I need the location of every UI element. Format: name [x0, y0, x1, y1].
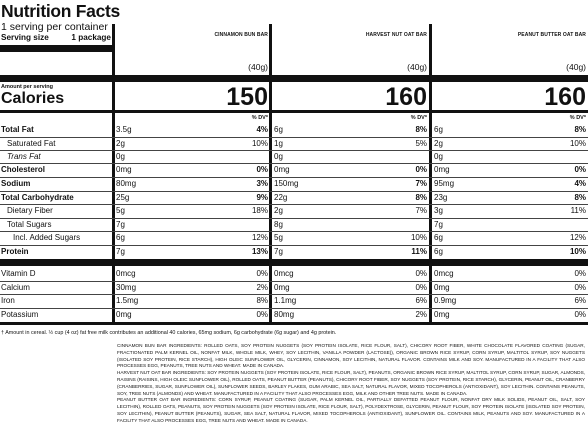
nutrient-amount: 23g	[434, 193, 448, 202]
calories-value: 160	[385, 83, 427, 111]
nutrient-amount: 0.9mg	[434, 296, 457, 305]
nutrient-dv: 18%	[251, 206, 268, 215]
nutrient-amount: 6g	[116, 233, 125, 242]
nutrient-label: Trans Fat	[7, 152, 41, 161]
nutrient-label: Incl. Added Sugars	[13, 233, 81, 242]
nutrient-amount: 22g	[274, 193, 288, 202]
calories-value: 150	[226, 83, 268, 111]
serving-size-label: Serving size	[1, 33, 49, 42]
calories-label: Calories	[1, 90, 65, 107]
nutrient-amount: 0mg	[434, 165, 450, 174]
nutrient-dv: 0%	[574, 165, 586, 174]
nutrient-label: Protein	[1, 247, 29, 256]
nutrient-amount: 3.5g	[116, 125, 132, 134]
nutrient-amount: 6g	[434, 247, 443, 256]
nutrient-dv: 7%	[415, 206, 427, 215]
nutrient-dv: 6%	[415, 296, 427, 305]
nutrient-amount: 95mg	[434, 179, 455, 188]
calories-top-rule	[0, 75, 588, 82]
nutrient-amount: 1g	[274, 139, 283, 148]
nutrient-amount: 7g	[274, 247, 283, 256]
nutrient-dv: 0%	[574, 283, 586, 292]
nutrient-amount: 7g	[116, 220, 125, 229]
nutrient-dv: 0%	[415, 283, 427, 292]
nutrient-amount: 80mg	[116, 179, 137, 188]
nutrient-amount: 1.5mg	[116, 296, 139, 305]
nutrient-dv: 4%	[574, 179, 586, 188]
nutrient-amount: 5g	[274, 233, 283, 242]
nutrient-dv: 3%	[256, 179, 268, 188]
nutrient-dv: 6%	[574, 296, 586, 305]
amount-per-serving: Amount per serving	[1, 84, 53, 90]
nutrient-amount: 0mg	[434, 283, 450, 292]
nutrient-amount: 2g	[116, 139, 125, 148]
nutrient-dv: 0%	[256, 310, 268, 319]
calories-value: 160	[544, 83, 586, 111]
nutrient-dv: 12%	[251, 233, 268, 242]
nutrient-label: Sodium	[1, 179, 31, 188]
nutrient-amount: 30mg	[116, 283, 137, 292]
nutrient-amount: 2g	[274, 206, 283, 215]
nutrient-amount: 8g	[274, 220, 283, 229]
nutrient-dv: 8%	[256, 296, 268, 305]
nutrient-dv: 0%	[574, 310, 586, 319]
nutrient-dv: 0%	[415, 269, 427, 278]
nutrient-amount: 0mg	[274, 283, 290, 292]
product-name: CINNAMON BUN BAR	[214, 32, 268, 38]
nutrient-amount: 0mg	[274, 165, 290, 174]
row-divider	[0, 150, 588, 151]
nutrient-amount: 6g	[434, 125, 443, 134]
nutrient-amount: 6g	[434, 233, 443, 242]
nutrient-amount: 80mg	[274, 310, 295, 319]
nutrient-dv: 10%	[569, 139, 586, 148]
nutrient-dv: 10%	[569, 247, 586, 256]
product-serving-size: (40g)	[407, 62, 427, 72]
nutrient-label: Dietary Fiber	[7, 206, 53, 215]
nutrient-amount: 150mg	[274, 179, 299, 188]
nutrient-dv: 11%	[570, 206, 586, 215]
nutrient-amount: 0mg	[434, 310, 450, 319]
table-bottom-rule	[0, 322, 588, 325]
nutrient-label: Total Fat	[1, 125, 34, 134]
nutrient-dv: 0%	[256, 269, 268, 278]
row-divider	[0, 218, 588, 219]
nutrient-dv: 0%	[415, 165, 427, 174]
nutrient-dv: 10%	[410, 233, 427, 242]
footnote: † Amount in cereal. ½ cup (4 oz) fat free milk contributes an additional 40 calories, 65mg sodium, 6g carbohydrate (6g sugar) and 4g protein.	[1, 330, 337, 336]
nutrient-amount: 0g	[116, 152, 125, 161]
nutrient-dv: 13%	[251, 247, 268, 256]
nutrient-label: Total Sugars	[7, 220, 52, 229]
nutrient-amount: 0mg	[116, 310, 132, 319]
label-title: Nutrition Facts	[1, 1, 120, 21]
nutrient-label: Calcium	[1, 283, 30, 292]
protein-bottom-rule	[0, 259, 588, 266]
nutrient-dv: 8%	[574, 125, 586, 134]
nutrient-dv: 8%	[574, 193, 586, 202]
nutrient-dv: 2%	[256, 283, 268, 292]
ingredients-cinnamon-bun: CINNAMON BUN BAR INGREDIENTS: ROLLED OATS, SOY PROTEIN NUGGETS (SOY PROTEIN ISOLATE, RICE FLOUR, SALT), CHICORY ROOT FIBER, WHITE CHOCOLATE FLAVORED COATING (SUGAR, FRACTIONATED PALM KERNEL OIL, NONFAT MILK, WHOLE MILK, WHEY, SOY LECITHIN, VANILLA POWDER (LACTOSE)), ORGANIC BROWN RICE SYRUP, CORN SYRUP, MALTITOL SYRUP, SOY NUGGETS (ISOLATED SOY PROTEIN, RICE STARCH), HIGH OLEIC SUNFLOWER OIL, GLYCERIN, CINNAMON, SOY LECITHIN, NATURAL FLAVOR. CONTAINS MILK AND SOY. MANUFACTURED IN A FACILITY THAT ALSO PROCESSES EGG, PEANUTS, TREE NUTS AND WHEAT. MADE IN CANADA.	[117, 343, 585, 369]
product-serving-size: (40g)	[248, 62, 268, 72]
dv-header: % DV*	[410, 115, 427, 121]
serving-size-row	[1, 33, 111, 43]
nutrient-dv: 10%	[251, 139, 268, 148]
nutrient-dv: 0%	[256, 165, 268, 174]
nutrient-amount: 7g	[434, 220, 443, 229]
dv-header: % DV*	[251, 115, 268, 121]
nutrient-dv: 0%	[574, 269, 586, 278]
nutrient-dv: 8%	[415, 125, 427, 134]
servings-per-container: 1 serving per container	[1, 21, 108, 33]
product-name: HARVEST NUT OAT BAR	[365, 32, 427, 38]
product-name: PEANUT BUTTER OAT BAR	[517, 32, 586, 38]
nutrient-amount: 0mcg	[116, 269, 136, 278]
nutrient-label: Iron	[1, 296, 15, 305]
top-thick-rule	[0, 45, 112, 52]
nutrient-amount: 6g	[274, 125, 283, 134]
product-serving-size: (40g)	[566, 62, 586, 72]
ingredients-harvest-nut: HARVEST NUT OAT BAR INGREDIENTS: SOY PROTEIN NUGGETS (SOY PROTEIN ISOLATE, RICE FLOUR, SALT), PEANUTS, ORGANIC BROWN RICE SYRUP, MALTITOL SYRUP, CORN SYRUP, SUGAR, ALMONDS, RAISINS (RAISINS, HIGH OLEIC SUNFLOWER OIL), ROLLED OATS, PEANUT BUTTER (PEANUTS), CHICORY ROOT FIBER, SOY NUGGETS (SOY PROTEIN, RICE STARCH), GLYCERIN, PEANUT OIL, CRANBERRY (CRANBERRIES, SUGAR, SUNFLOWER OIL), SUNFLOWER SEEDS, BARLEY FLAKES, GUM ARABIC, SEA SALT, NATURAL FLAVOR, MIXED TOCOPHEROLS (ANTIOXIDANT), SOY LECITHIN. CONTAINS PEANUTS, SOY, TREE NUTS (ALMONDS) AND WHEAT. MANUFACTURED IN A FACILITY THAT ALSO PROCESSES EGG, MILK AND OTHER TREE NUTS. MADE IN CANADA.	[117, 370, 585, 396]
nutrient-amount: 5g	[116, 206, 125, 215]
nutrient-amount: 2g	[434, 139, 443, 148]
nutrient-label: Total Carbohydrate	[1, 193, 74, 202]
ingredients-block	[117, 343, 585, 425]
nutrient-label: Vitamin D	[1, 269, 36, 278]
dv-header: % DV*	[569, 115, 586, 121]
nutrient-amount: 7g	[116, 247, 125, 256]
nutrient-amount: 0mcg	[434, 269, 454, 278]
nutrient-amount: 0g	[274, 152, 283, 161]
nutrient-amount: 1.1mg	[274, 296, 297, 305]
nutrient-dv: 7%	[415, 179, 427, 188]
nutrient-amount: 0g	[434, 152, 443, 161]
serving-size-value: 1 package	[71, 33, 111, 42]
nutrient-dv: 12%	[569, 233, 586, 242]
nutrient-dv: 11%	[411, 247, 427, 256]
nutrient-amount: 3g	[434, 206, 443, 215]
ingredients-peanut-butter: PEANUT BUTTER OAT BAR INGREDIENTS: CORN SYRUP, PEANUT COATING (SUGAR, PALM KERNEL OIL, PARTIALLY DEFATTED PEANUT FLOUR, NONFAT DRY MILK SOLIDS, PEANUT OIL, SALT, SOY LECITHIN), ROLLED OATS, PEANUTS, SOY PROTEIN NUGGETS (SOY PROTEIN ISOLATE, RICE FLOUR, SALT), POLYDEXTROSE, GLYCERIN, PEANUT FLOUR, SOY PROTEIN ISOLATE (ISOLATED SOY PROTEIN, SOY LECITHIN), PEANUT BUTTER (PEANUTS), SUGAR, SEA SALT, NATURAL FLAVOR, MIXED TOCOPHEROLS (ANTIOXIDANT), SUNFLOWER OIL. CONTAINS MILK, PEANUTS AND SOY. MANUFACTURED IN A FACILITY THAT ALSO PROCESSES EGG, TREE NUTS AND WHEAT. MADE IN CANADA.	[117, 397, 585, 423]
nutrient-amount: 0mcg	[274, 269, 294, 278]
nutrient-dv: 8%	[415, 193, 427, 202]
nutrient-amount: 25g	[116, 193, 130, 202]
nutrient-label: Saturated Fat	[7, 139, 56, 148]
nutrient-dv: 4%	[256, 125, 268, 134]
nutrient-label: Potassium	[1, 310, 39, 319]
nutrient-amount: 0mg	[116, 165, 132, 174]
nutrient-label: Cholesterol	[1, 165, 46, 174]
nutrient-dv: 9%	[256, 193, 268, 202]
nutrient-dv: 2%	[415, 310, 427, 319]
nutrient-dv: 5%	[415, 139, 427, 148]
